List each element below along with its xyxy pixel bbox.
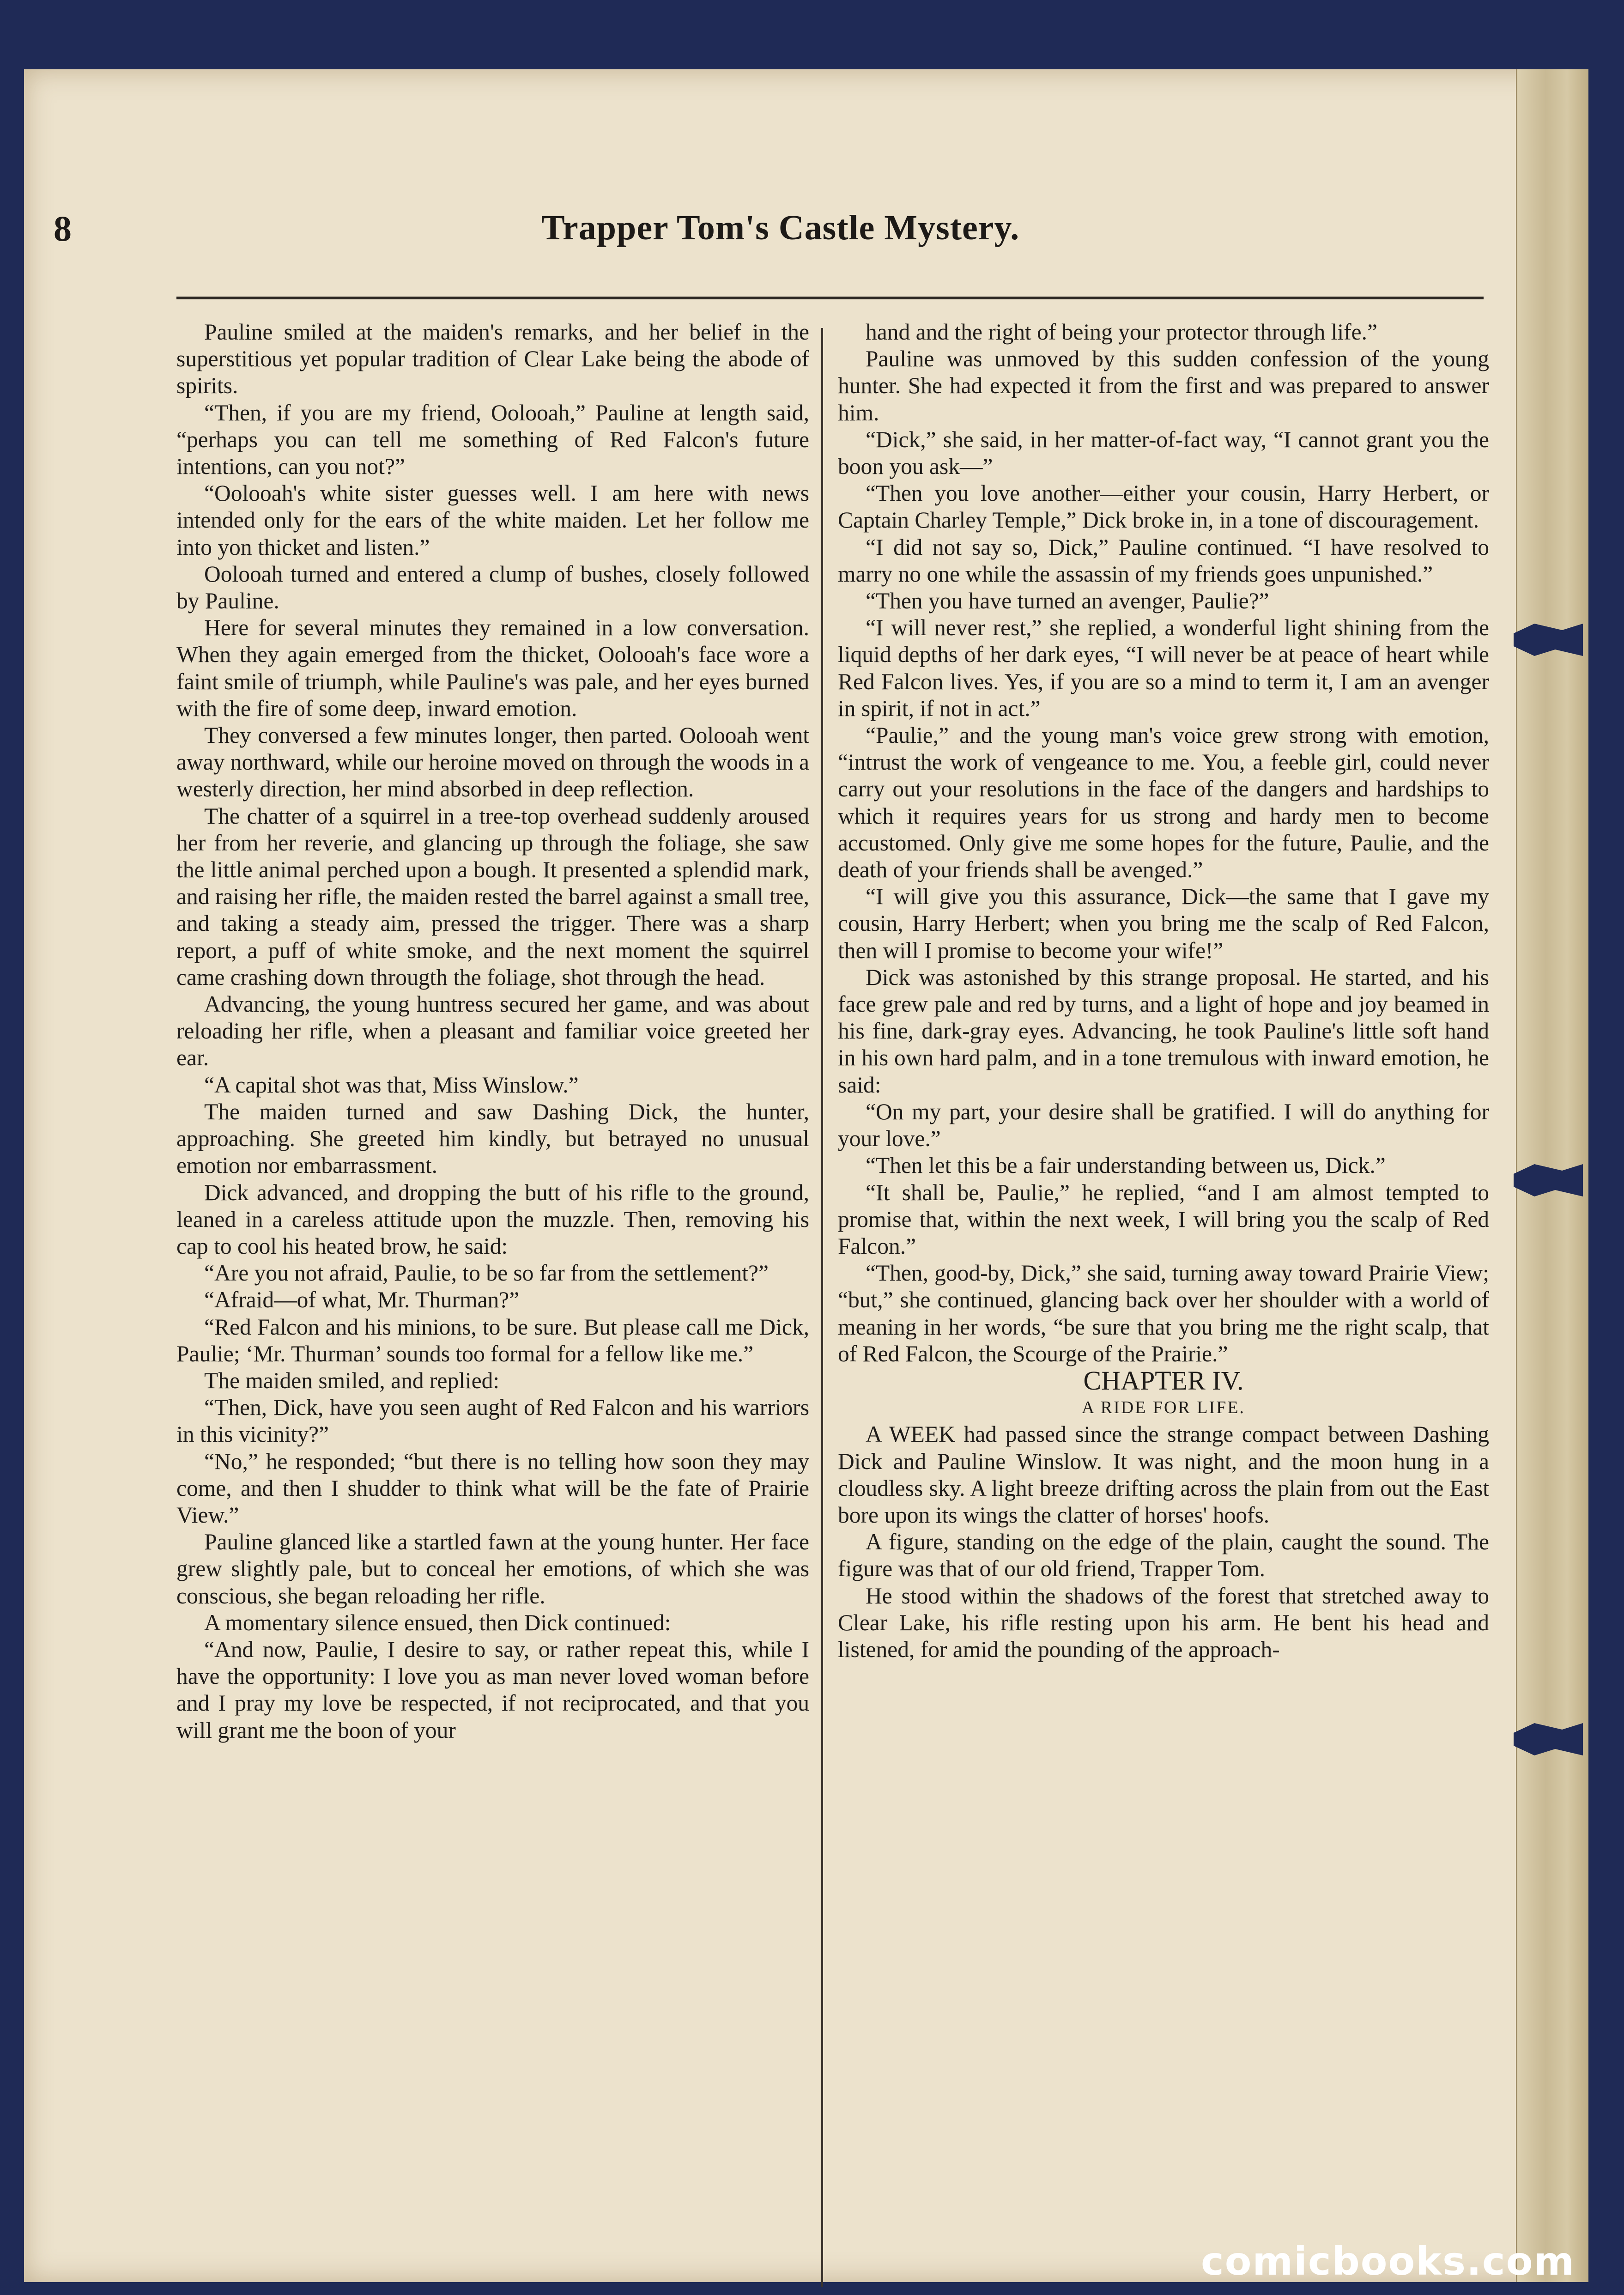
paragraph: Dick was astonished by this strange proposal. He started, and his face grew pale and red by turns, and a light of hope and joy beamed in his fine, dark-gray eyes. Advancing, he took Pauline's little soft hand in his own hard palm, and in a tone tremulous with inward emotion, he said: <box>838 964 1489 1098</box>
paragraph: Advancing, the young huntress secured her game, and was about reloading her rifle, when a pleasant and familiar voice greeted her ear. <box>176 991 809 1071</box>
paragraph: “Then you love another—either your cousin, Harry Herbert, or Captain Charley Temple,” Dick broke in, in a tone of discouragement. <box>838 480 1489 533</box>
paragraph: “I did not say so, Dick,” Pauline continued. “I have resolved to marry no one while the assassin of my friends goes unpunished.” <box>838 534 1489 587</box>
paragraph: “A capital shot was that, Miss Winslow.” <box>204 1072 579 1098</box>
left-column <box>176 319 809 1744</box>
paragraph: Dick advanced, and dropping the butt of his rifle to the ground, leaned in a careless attitude upon the muzzle. Then, removing his cap to cool his heated brow, he said: <box>176 1179 809 1259</box>
paragraph: Oolooah turned and entered a clump of bushes, closely followed by Pauline. <box>176 561 809 614</box>
chapter-subtitle: A RIDE FOR LIFE. <box>1081 1398 1246 1418</box>
paragraph: They conversed a few minutes longer, then parted. Oolooah went away northward, while our heroine moved on through the woods in a westerly direction, her mind absorbed in deep reflection. <box>176 722 809 802</box>
paragraph: “Then, Dick, have you seen aught of Red Falcon and his warriors in this vicinity?” <box>176 1395 809 1447</box>
paragraph: “Are you not afraid, Paulie, to be so far from the settlement?” <box>204 1260 769 1286</box>
paragraph: “Paulie,” and the young man's voice grew strong with emotion, “intrust the work of vengeance to me. You, a feeble girl, could never carry out your resolutions in the face of the dangers and hardships to which it requires years for us strong and hardy men to become accustomed. Only give me some hopes for the future, Paulie, and the death of your friends shall be avenged.” <box>838 722 1489 883</box>
column-divider <box>821 328 823 2287</box>
page-number: 8 <box>54 208 72 249</box>
paragraph: “I will give you this assurance, Dick—the same that I gave my cousin, Harry Herbert; when you bring me the scalp of Red Falcon, then will I promise to become your wife!” <box>838 884 1489 963</box>
paragraph: A momentary silence ensued, then Dick continued: <box>204 1609 671 1635</box>
paragraph: hand and the right of being your protector through life.” <box>866 319 1377 345</box>
paragraph: The maiden smiled, and replied: <box>204 1367 500 1393</box>
paragraph: “Afraid—of what, Mr. Thurman?” <box>204 1287 520 1313</box>
paragraph: “Then, good-by, Dick,” she said, turning away toward Prairie View; “but,” she continued, glancing back over her shoulder with a world of meaning in her words, “be sure that you bring me the right scalp, that of Red Falcon, the Scourge of the Prairie.” <box>838 1260 1489 1366</box>
paragraph: “On my part, your desire shall be gratified. I will do anything for your love.” <box>838 1099 1489 1152</box>
paragraph: A figure, standing on the edge of the plain, caught the sound. The figure was that of our old friend, Trapper Tom. <box>838 1529 1489 1582</box>
paragraph: He stood within the shadows of the forest that stretched away to Clear Lake, his rifle resting upon his arm. He bent his head and listened, for amid the pounding of the approach- <box>838 1583 1489 1662</box>
paragraph: Here for several minutes they remained in a low conversation. When they again emerged from the thicket, Oolooah's face wore a faint smile of triumph, while Pauline's was pale, and her eyes burned with the fire of some deep, inward emotion. <box>176 615 809 721</box>
paragraph: “No,” he responded; “but there is no telling how soon they may come, and then I shudder to think what will be the fate of Prairie View.” <box>176 1448 809 1528</box>
paragraph: Pauline glanced like a startled fawn at the young hunter. Her face grew slightly pale, but to conceal her emotions, of which she was conscious, she began reloading her rifle. <box>176 1529 809 1609</box>
paragraph: “Dick,” she said, in her matter-of-fact way, “I cannot grant you the boon you ask—” <box>838 426 1489 480</box>
paragraph: “I will never rest,” she replied, a wonderful light shining from the liquid depths of her dark eyes, “I will never be at peace of heart while Red Falcon lives. Yes, if you are so a mind to term it, I am an avenger in spirit, if not in act.” <box>838 615 1489 721</box>
paragraph: “Then let this be a fair understanding between us, Dick.” <box>866 1153 1386 1178</box>
paragraph: “Red Falcon and his minions, to be sure. But please call me Dick, Paulie; ‘Mr. Thurman’ sounds too formal for a fellow like me.” <box>176 1314 809 1366</box>
paragraph: “Then you have turned an avenger, Paulie?” <box>866 588 1269 614</box>
chapter-title: CHAPTER IV. <box>1083 1365 1244 1396</box>
paragraph: “Oolooah's white sister guesses well. I am here with news intended only for the ears of the white maiden. Let her follow me into yon thicket and listen.” <box>176 480 809 560</box>
paragraph: A WEEK had passed since the strange compact between Dashing Dick and Pauline Winslow. It was night, and the moon hung in a cloudless sky. A light breeze drifting across the plain from out the East bore upon its wings the clatter of horses' hoofs. <box>838 1421 1489 1528</box>
paragraph: “It shall be, Paulie,” he replied, “and I am almost tempted to promise that, within the next week, I will bring you the scalp of Red Falcon.” <box>838 1179 1489 1259</box>
watermark: comicbooks.com <box>1201 2239 1575 2284</box>
binding-stitch <box>1514 1723 1583 1755</box>
binding-stitch <box>1514 624 1583 656</box>
header-rule <box>176 297 1484 299</box>
paragraph: “Then, if you are my friend, Oolooah,” Pauline at length said, “perhaps you can tell me something of Red Falcon's future intentions, can you not?” <box>176 400 809 480</box>
running-title: Trapper Tom's Castle Mystery. <box>541 208 1020 247</box>
paragraph: Pauline was unmoved by this sudden confession of the young hunter. She had expected it from the first and was prepared to answer him. <box>838 346 1489 425</box>
right-column <box>838 319 1489 1663</box>
binding-stitch <box>1514 1164 1583 1196</box>
paragraph: The chatter of a squirrel in a tree-top overhead suddenly aroused her from her reverie, and glancing up through the foliage, she saw the little animal perched upon a bough. It presented a splendid mark, and raising her rifle, the maiden rested the barrel against a small tree, and taking a steady aim, pressed the trigger. There was a sharp report, a puff of white smoke, and the next moment the squirrel came crashing down througth the foliage, shot through the head. <box>176 803 809 990</box>
paragraph: Pauline smiled at the maiden's remarks, and her belief in the superstitious yet popular tradition of Clear Lake being the abode of spirits. <box>176 319 809 399</box>
book-page <box>24 69 1587 2282</box>
paragraph: The maiden turned and saw Dashing Dick, the hunter, approaching. She greeted him kindly, but betrayed no unusual emotion nor embarrassment. <box>176 1099 809 1178</box>
paragraph: “And now, Paulie, I desire to say, or rather repeat this, while I have the opportunity: I love you as man never loved woman before and I pray my love be respected, if not reciprocated, and that you will grant me the boon of your <box>176 1636 809 1743</box>
